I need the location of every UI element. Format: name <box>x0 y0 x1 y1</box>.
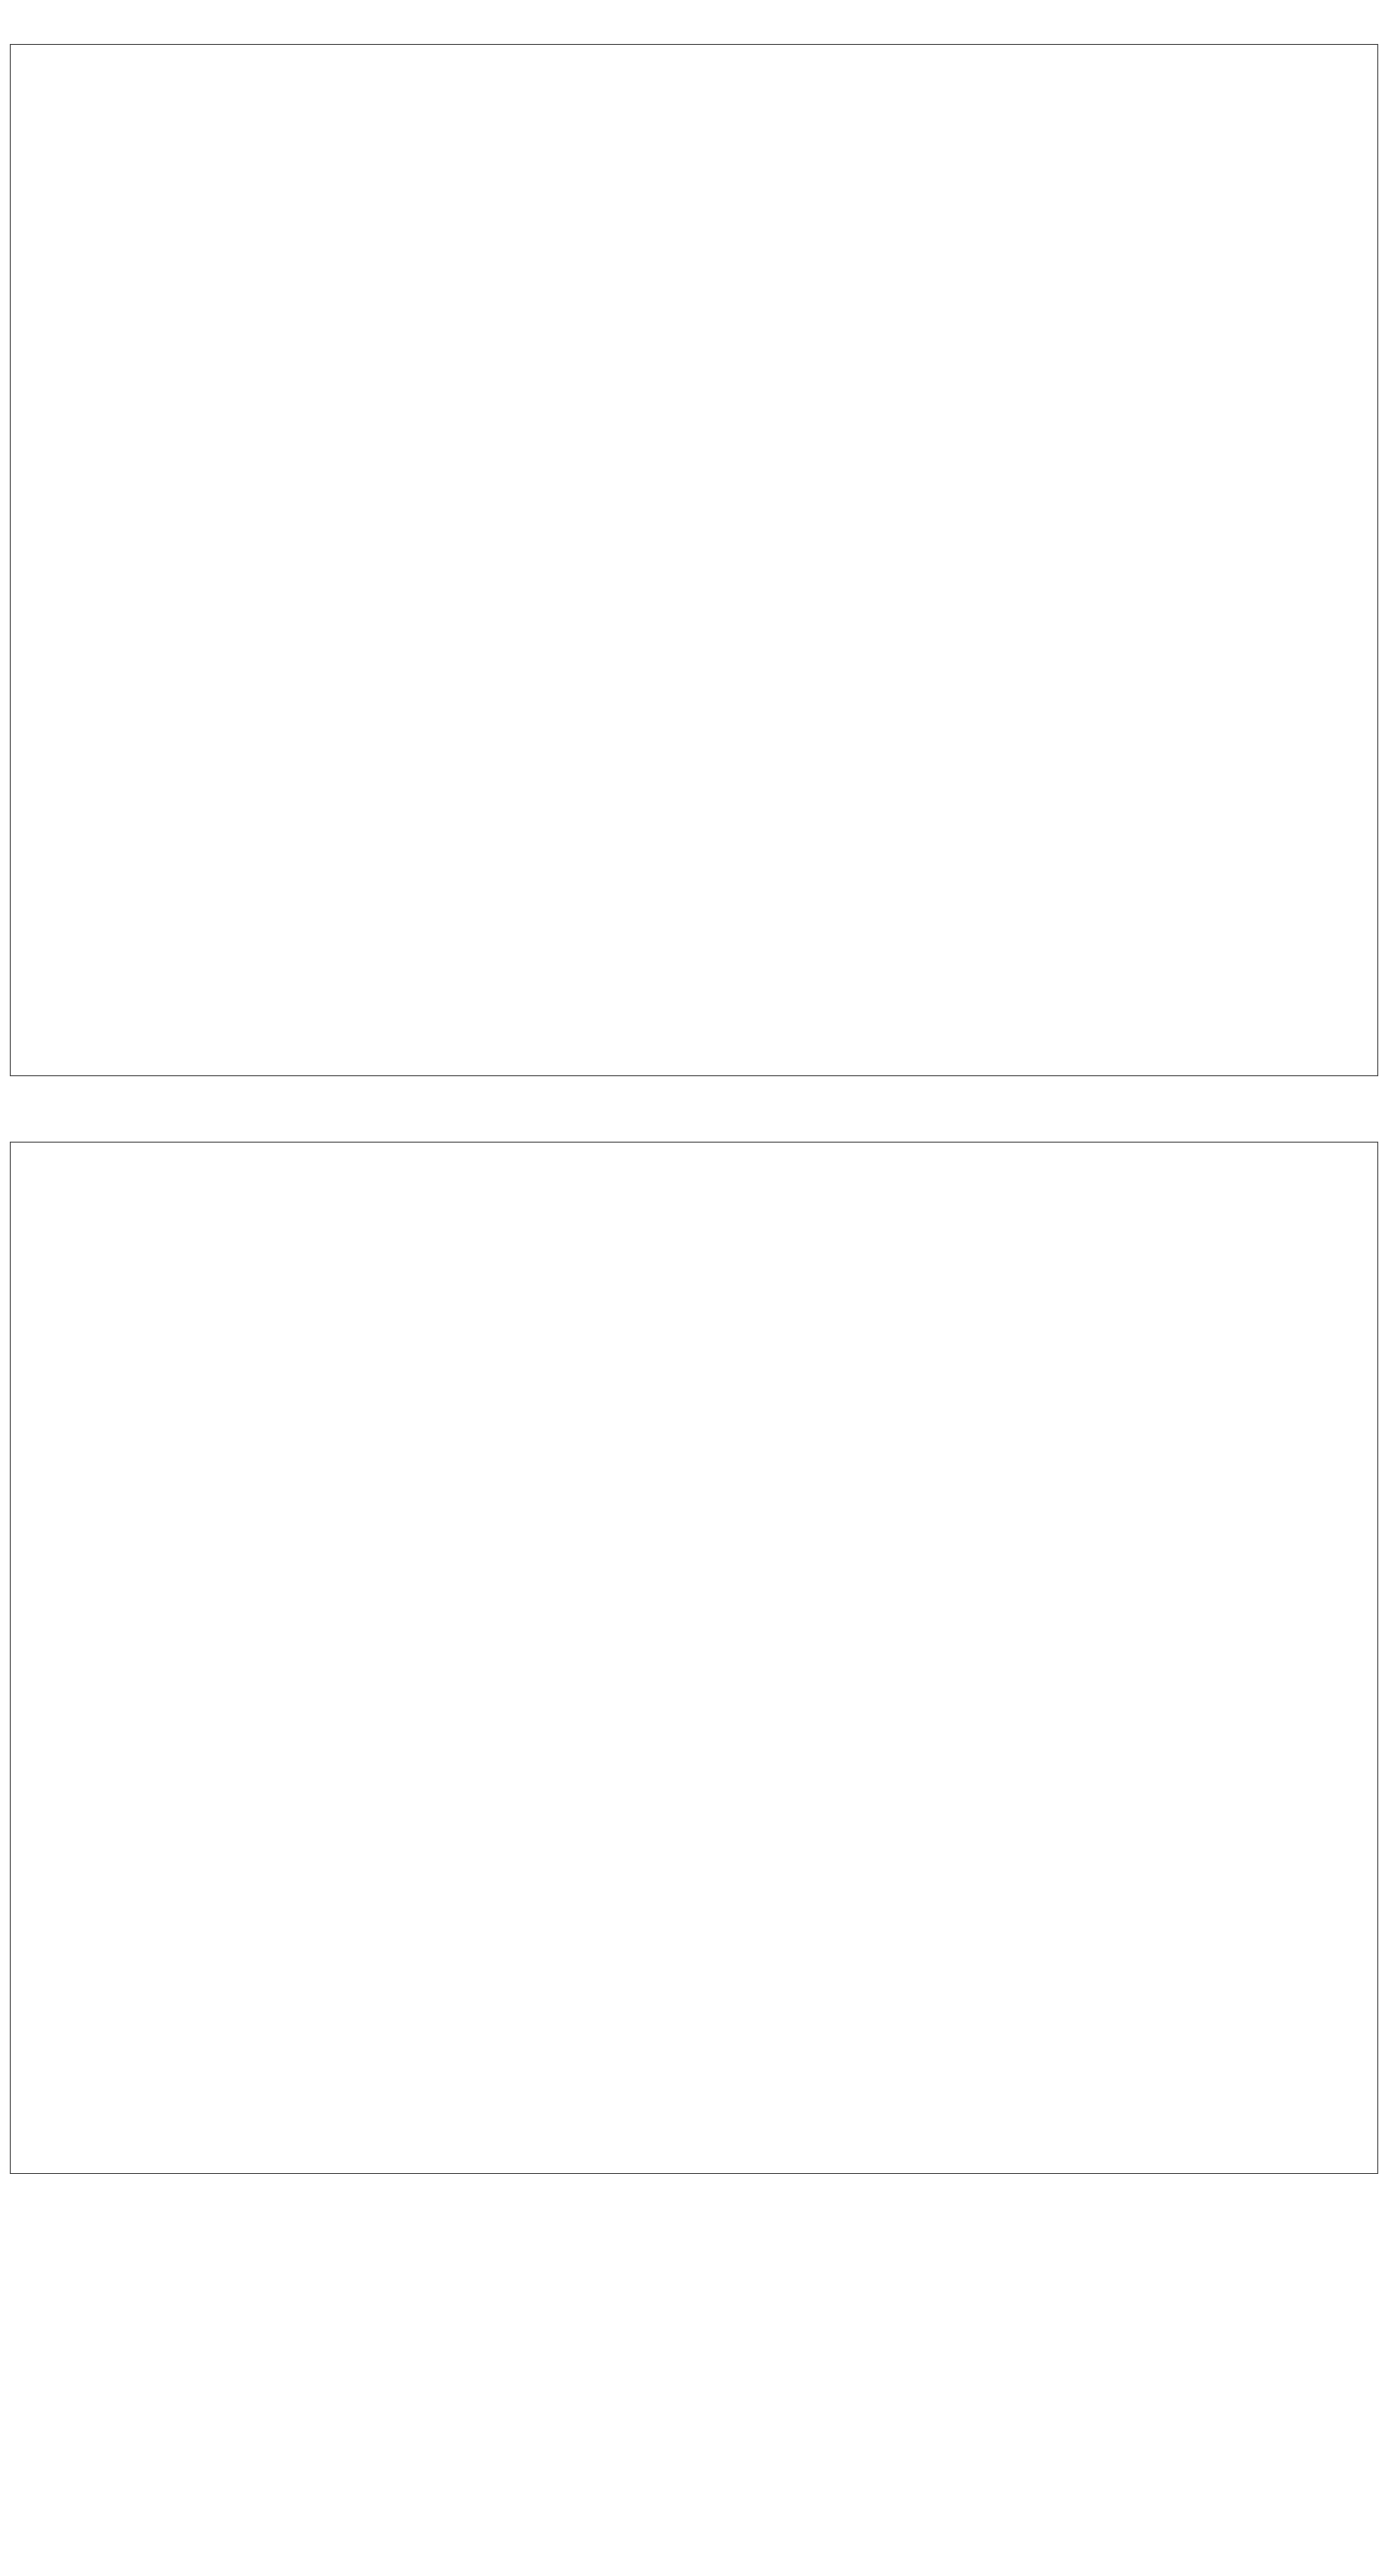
down-footprints-panel <box>0 0 1390 1098</box>
elfin-a-info <box>18 47 39 795</box>
legend <box>1347 1147 1369 1895</box>
legend <box>1347 49 1369 797</box>
elfin-b-info <box>18 1828 39 2576</box>
elfin-a-info <box>18 1145 39 1893</box>
footprint-map <box>11 45 1377 1075</box>
conjugate-footprints-panel <box>0 1098 1390 2195</box>
footprint-map <box>11 1143 1377 2173</box>
